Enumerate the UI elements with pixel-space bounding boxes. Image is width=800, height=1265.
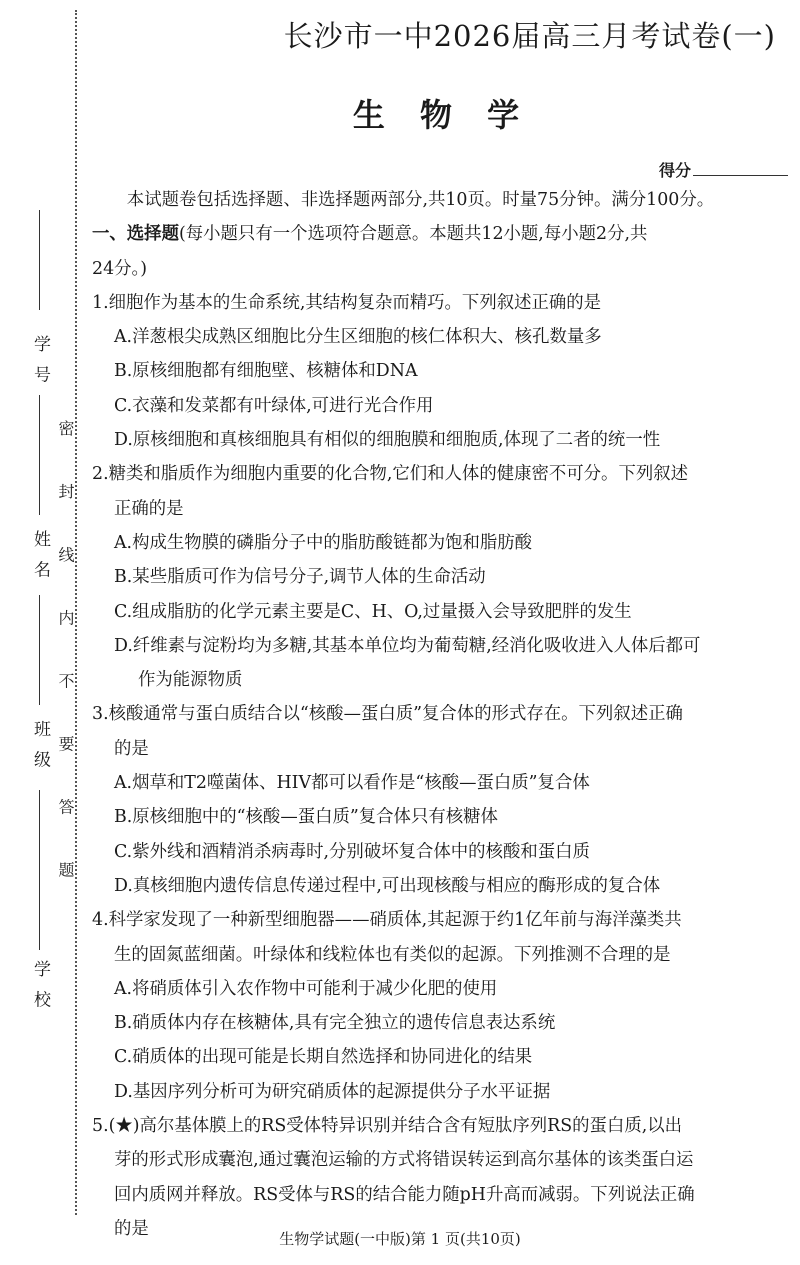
name-line [39, 395, 40, 515]
class-line [39, 595, 40, 705]
question-stem: 3.核酸通常与蛋白质结合以“核酸—蛋白质”复合体的形式存在。下列叙述正确 [92, 704, 683, 725]
question-stem-cont: 芽的形式形成囊泡,通过囊泡运输的方式将错误转运到高尔基体的该类蛋白运 [114, 1150, 694, 1171]
question-stem-cont: 生的固氮蓝细菌。叶绿体和线粒体也有类似的起源。下列推测不合理的是 [114, 944, 671, 965]
option-a[interactable]: A.将硝质体引入农作物中可能利于减少化肥的使用 [114, 978, 498, 999]
page-footer: 生物学试题(一中版)第 1 页(共10页) [279, 1230, 521, 1248]
question-stem: 5.(★)高尔基体膜上的RS受体特异识别并结合含有短肽序列RS的蛋白质,以出 [92, 1116, 683, 1137]
exam-body [92, 183, 792, 1246]
question-stem-cont: 的是 [114, 1218, 149, 1239]
option-c[interactable]: C.衣藻和发菜都有叶绿体,可进行光合作用 [114, 395, 434, 416]
option-b[interactable]: B.硝质体内存在核糖体,具有完全独立的遗传信息表达系统 [114, 1013, 556, 1034]
option-b[interactable]: B.某些脂质可作为信号分子,调节人体的生命活动 [114, 567, 486, 588]
question-stem: 2.糖类和脂质作为细胞内重要的化合物,它们和人体的健康密不可分。下列叙述 [92, 464, 689, 485]
option-d[interactable]: D.基因序列分析可为研究硝质体的起源提供分子水平证据 [114, 1081, 551, 1102]
class-label: 班 级 [30, 720, 50, 772]
student-id-label: 学 号 [30, 335, 50, 387]
option-c[interactable]: C.硝质体的出现可能是长期自然选择和协同进化的结果 [114, 1047, 533, 1068]
section-instruction-cont: 24分。) [92, 258, 147, 279]
question-stem: 1.细胞作为基本的生命系统,其结构复杂而精巧。下列叙述正确的是 [92, 292, 602, 313]
school-label: 学 校 [30, 960, 50, 1012]
section-instruction: (每小题只有一个选项符合题意。本题共12小题,每小题2分,共 [178, 224, 648, 245]
question-stem: 4.科学家发现了一种新型细胞器——硝质体,其起源于约1亿年前与海洋藻类共 [92, 910, 682, 931]
section-heading-line [92, 217, 792, 251]
name-label: 姓 名 [30, 530, 50, 582]
school-line [39, 790, 40, 950]
option-d-cont: 作为能源物质 [138, 670, 243, 691]
option-a[interactable]: A.烟草和T2噬菌体、HIV都可以看作是“核酸—蛋白质”复合体 [114, 773, 590, 794]
seal-warning-text: 密 封 线 内 不 要 答 题 [56, 420, 75, 899]
question-stem-cont: 正确的是 [114, 498, 184, 519]
option-c[interactable]: C.紫外线和酒精消杀病毒时,分别破坏复合体中的核酸和蛋白质 [114, 841, 590, 862]
option-a[interactable]: A.构成生物膜的磷脂分子中的脂肪酸链都为饱和脂肪酸 [114, 532, 533, 553]
option-b[interactable]: B.原核细胞都有细胞壁、核糖体和DNA [114, 361, 418, 382]
student-id-line [39, 210, 40, 310]
question-stem-cont: 的是 [114, 738, 149, 759]
exam-title: 长沙市一中2026届高三月考试卷(一) [283, 19, 776, 53]
score-label: 得分 [658, 161, 691, 180]
option-d[interactable]: D.纤维素与淀粉均为多糖,其基本单位均为葡萄糖,经消化吸收进入人体后都可 [114, 635, 701, 656]
option-a[interactable]: A.洋葱根尖成熟区细胞比分生区细胞的核仁体积大、核孔数量多 [114, 327, 602, 348]
option-c[interactable]: C.组成脂肪的化学元素主要是C、H、O,过量摄入会导致肥胖的发生 [114, 601, 632, 622]
option-d[interactable]: D.原核细胞和真核细胞具有相似的细胞膜和细胞质,体现了二者的统一性 [114, 430, 661, 451]
question-stem-cont: 回内质网并释放。RS受体与RS的结合能力随pH升高而减弱。下列说法正确 [114, 1184, 695, 1205]
section-heading: 一、选择题 [92, 224, 179, 245]
sealing-sidebar [0, 0, 90, 1265]
option-d[interactable]: D.真核细胞内遗传信息传递过程中,可出现核酸与相应的酶形成的复合体 [114, 875, 661, 896]
score-field [659, 158, 788, 181]
intro-text: 本试题卷包括选择题、非选择题两部分,共10页。时量75分钟。满分100分。 [126, 190, 715, 210]
option-b[interactable]: B.原核细胞中的“核酸—蛋白质”复合体只有核糖体 [114, 807, 498, 828]
score-blank[interactable] [693, 175, 788, 176]
subject-title: 生 物 学 [352, 96, 532, 134]
